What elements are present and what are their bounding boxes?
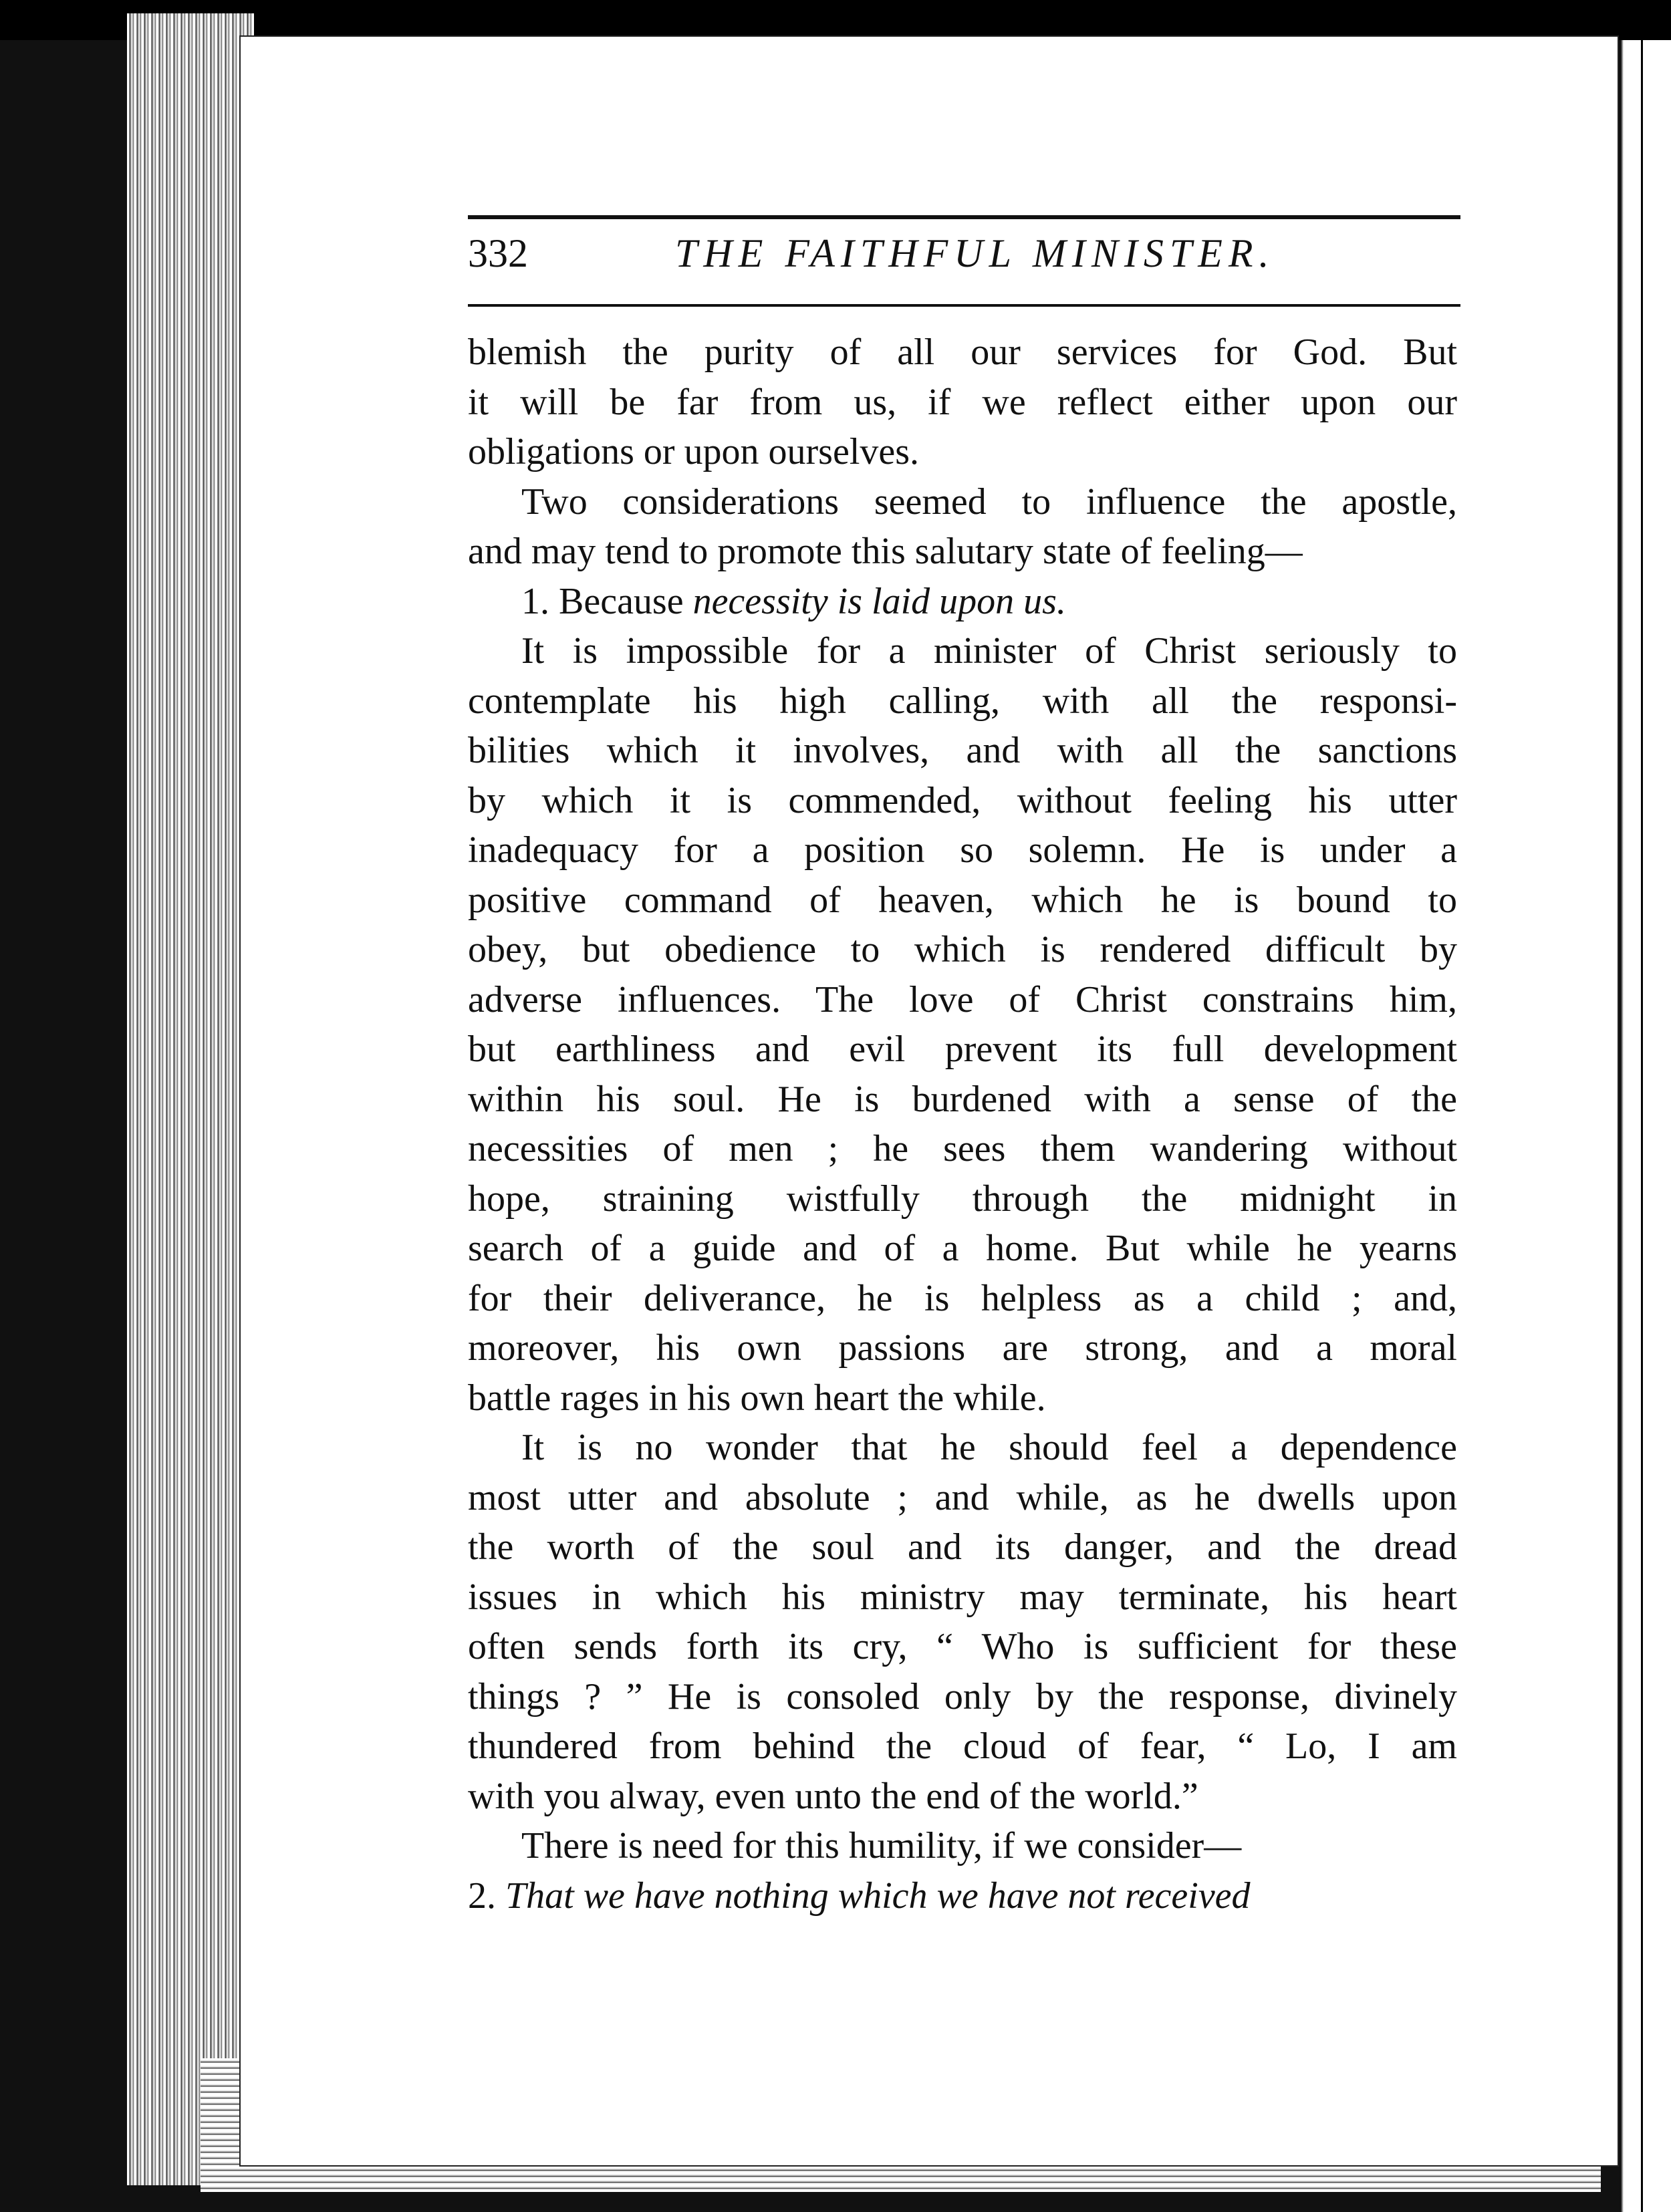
- text-line: the worth of the soul and its danger, and the dread: [468, 1526, 1457, 1568]
- text-line: with you alway, even unto the end of the world.”: [468, 1775, 1198, 1817]
- text-line: most utter and absolute ; and while, as he dwells upon: [468, 1476, 1457, 1518]
- text-line: moreover, his own passions are strong, and a moral: [468, 1327, 1457, 1369]
- running-title: THE FAITHFUL MINISTER.: [675, 231, 1275, 275]
- text-line: inadequacy for a position so solemn. He is under a: [468, 829, 1457, 871]
- header-rule-top: [468, 215, 1460, 219]
- header-rule-bottom: [468, 304, 1460, 307]
- page-number: 332: [468, 231, 528, 275]
- text-line: things ? ” He is consoled only by the response, divinely: [468, 1675, 1457, 1717]
- running-head: [468, 231, 1577, 297]
- text-line: It is impossible for a minister of Christ seriously to: [521, 630, 1457, 672]
- text-line: battle rages in his own heart the while.: [468, 1377, 1046, 1419]
- text-line: within his soul. He is burdened with a sense of the: [468, 1078, 1457, 1120]
- text-line: adverse influences. The love of Christ constrains him,: [468, 978, 1457, 1020]
- numbered-point-1: [468, 577, 1457, 627]
- text-line: positive command of heaven, which he is bound to: [468, 879, 1457, 921]
- numbered-point-2: [468, 1871, 1457, 1921]
- point-1-heading: necessity is laid upon us.: [692, 580, 1066, 622]
- text-line: It is no wonder that he should feel a dependence: [521, 1427, 1457, 1468]
- text-line: blemish the purity of all our services for God. But: [468, 331, 1457, 373]
- text-line: hope, straining wistfully through the midnight in: [468, 1178, 1457, 1220]
- body-text: [468, 327, 1457, 1921]
- text-line: Two considerations seemed to influence the apostle,: [521, 480, 1457, 523]
- point-2-lead: 2.: [468, 1875, 505, 1917]
- text-line: but earthliness and evil prevent its full development: [468, 1028, 1457, 1070]
- text-line: often sends forth its cry, “ Who is sufficient for these: [468, 1626, 1457, 1667]
- point-2-heading: That we have nothing which we have not received: [505, 1875, 1251, 1917]
- text-line: it will be far from us, if we reflect either upon our: [468, 381, 1457, 423]
- text-line: contemplate his high calling, with all the responsi-: [468, 680, 1457, 722]
- text-line: obey, but obedience to which is rendered difficult by: [468, 929, 1457, 970]
- text-line: thundered from behind the cloud of fear, “ Lo, I am: [468, 1725, 1457, 1767]
- text-line: necessities of men ; he sees them wandering without: [468, 1128, 1457, 1169]
- text-line: and may tend to promote this salutary state of feeling—: [468, 531, 1303, 572]
- text-line: There is need for this humility, if we consider—: [521, 1825, 1242, 1867]
- text-line: search of a guide and of a home. But while he yearns: [468, 1228, 1457, 1269]
- book-page-edges-left: [127, 13, 254, 2185]
- text-line: for their deliverance, he is helpless as a child ; and,: [468, 1277, 1457, 1319]
- point-1-lead: 1. Because: [521, 580, 693, 622]
- text-line: bilities which it involves, and with all the sanctions: [468, 730, 1457, 771]
- text-line: obligations or upon ourselves.: [468, 431, 920, 472]
- text-line: by which it is commended, without feeling his utter: [468, 779, 1457, 821]
- text-line: issues in which his ministry may terminate, his heart: [468, 1576, 1457, 1618]
